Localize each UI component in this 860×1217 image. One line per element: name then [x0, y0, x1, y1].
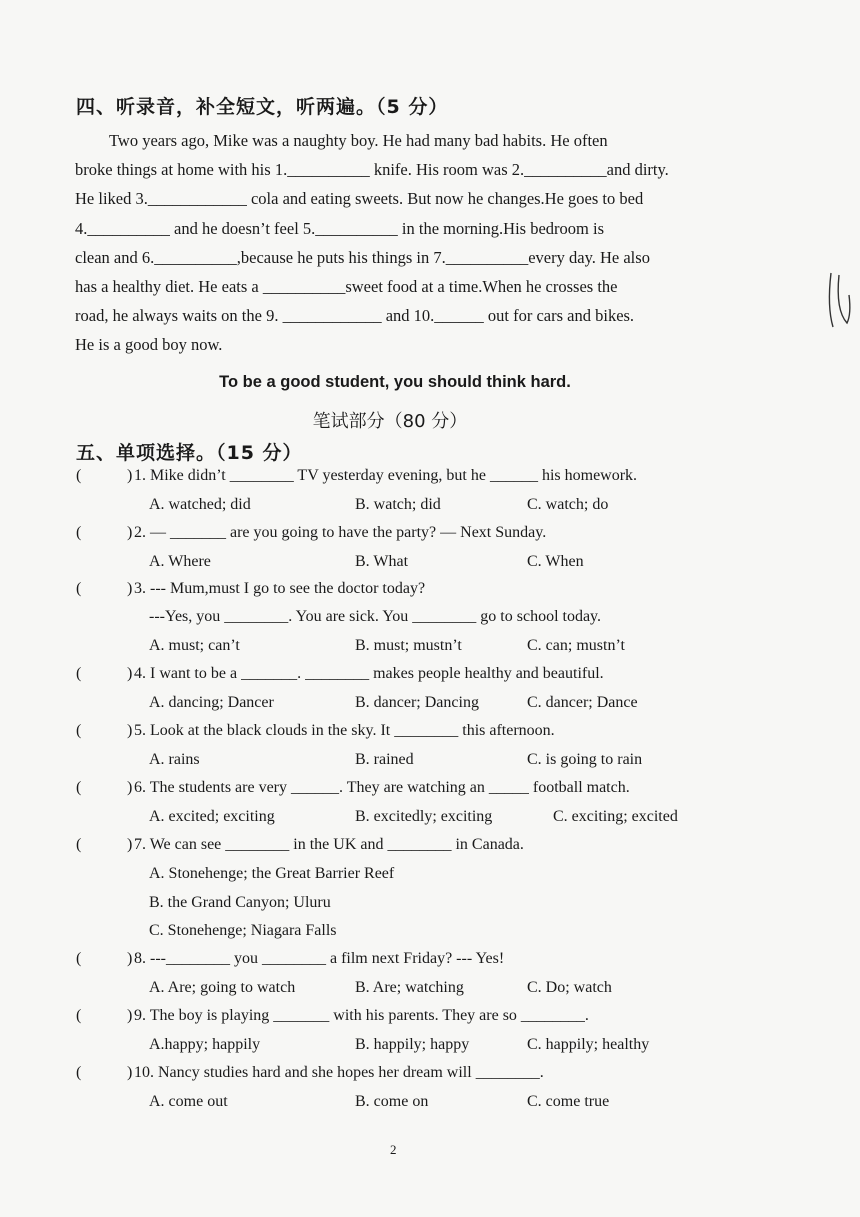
passage-line: clean and 6.__________,because he puts his things in 7.__________every day. He also: [75, 247, 650, 267]
question-text: [134, 950, 504, 968]
option-choice[interactable]: C. dancer; Dance: [527, 694, 638, 711]
option-choice[interactable]: B. happily; happy: [355, 1036, 470, 1053]
answer-paren-left[interactable]: (: [76, 950, 82, 967]
question-text: [134, 580, 425, 598]
question-number: 9.: [134, 1007, 146, 1024]
option-choice[interactable]: A. Are; going to watch: [149, 979, 296, 996]
answer-paren-right: ): [127, 524, 133, 541]
passage-line: Two years ago, Mike was a naughty boy. He had many bad habits. He often: [109, 131, 608, 150]
page-number: 2: [390, 1142, 397, 1157]
option-choice[interactable]: A. watched; did: [149, 496, 251, 513]
option-choice[interactable]: B. Are; watching: [355, 979, 464, 996]
option-choice[interactable]: A. Where: [149, 553, 211, 570]
question-stem-line2: ---Yes, you ________. You are sick. You ________ go to school today.: [149, 608, 602, 625]
question-text: [134, 524, 546, 542]
option-choice[interactable]: B. must; mustn’t: [355, 637, 462, 654]
answer-paren-left[interactable]: (: [76, 779, 82, 796]
question-number: 10.: [134, 1064, 154, 1081]
question-stem: ---________ you ________ a film next Friday? --- Yes!: [150, 950, 505, 967]
option-choice[interactable]: C. exciting; excited: [553, 808, 678, 825]
question-stem: Look at the black clouds in the sky. It ________ this afternoon.: [150, 722, 555, 739]
passage-line: He is a good boy now.: [75, 335, 223, 355]
answer-paren-right: ): [127, 722, 133, 739]
option-choice[interactable]: A. dancing; Dancer: [149, 694, 274, 711]
answer-paren-left[interactable]: (: [76, 836, 82, 853]
section4-title: 四、听录音，补全短文，听两遍。（5 分）: [76, 96, 449, 118]
question-number: 8.: [134, 950, 146, 967]
option-choice[interactable]: A. come out: [149, 1093, 228, 1110]
option-choice[interactable]: C. come true: [527, 1093, 610, 1110]
answer-paren-left[interactable]: (: [76, 722, 82, 739]
passage-line: road, he always waits on the 9. ____________ and 10.______ out for cars and bikes.: [75, 306, 635, 326]
option-choice[interactable]: B. watch; did: [355, 496, 441, 513]
passage-line: He liked 3.____________ cola and eating sweets. But now he changes.He goes to bed: [75, 189, 644, 209]
question-stem: The boy is playing _______ with his parents. They are so ________.: [149, 1007, 589, 1024]
written-part-title: 笔试部分（80 分）: [312, 411, 468, 432]
option-choice[interactable]: A. must; can’t: [149, 637, 240, 654]
answer-paren-right: ): [127, 779, 133, 796]
question-text: [134, 665, 604, 683]
option-choice[interactable]: B. dancer; Dancing: [355, 694, 479, 711]
question-stem: Mike didn’t ________ TV yesterday evening, but he ______ his homework.: [150, 467, 638, 484]
question-text: [134, 467, 637, 485]
passage-line: 4.__________ and he doesn’t feel 5.__________ in the morning.His bedroom is: [75, 218, 605, 238]
section4-passage: [75, 126, 715, 360]
option-choice[interactable]: A. excited; exciting: [149, 808, 275, 825]
question-number: 7.: [134, 836, 146, 853]
question-stem: I want to be a _______. ________ makes people healthy and beautiful.: [150, 665, 604, 682]
answer-paren-right: ): [127, 1007, 133, 1024]
passage-line: has a healthy diet. He eats a __________sweet food at a time.When he crosses the: [75, 277, 618, 297]
answer-paren-right: ): [127, 1064, 133, 1081]
question-text: [134, 1007, 589, 1025]
question-number: 1.: [134, 467, 146, 484]
option-choice[interactable]: B. What: [355, 553, 409, 570]
answer-paren-left[interactable]: (: [76, 467, 82, 484]
option-choice[interactable]: C. Do; watch: [527, 979, 612, 996]
answer-paren-right: ): [127, 950, 133, 967]
question-text: [134, 722, 555, 740]
option-choice[interactable]: B. rained: [355, 751, 414, 768]
option-choice[interactable]: A.happy; happily: [149, 1036, 261, 1053]
question-stem: — _______ are you going to have the party? — Next Sunday.: [150, 524, 547, 541]
option-choice[interactable]: A. rains: [149, 751, 200, 768]
question-stem: --- Mum,must I go to see the doctor today?: [150, 580, 426, 597]
question-text: [134, 1064, 544, 1082]
option-choice[interactable]: C. Stonehenge; Niagara Falls: [149, 922, 337, 939]
section5-title: 五、单项选择。（15 分）: [76, 442, 303, 464]
answer-paren-right: ): [127, 467, 133, 484]
handwritten-mark: [825, 265, 855, 335]
answer-paren-left[interactable]: (: [76, 1007, 82, 1024]
option-choice[interactable]: C. is going to rain: [527, 751, 643, 768]
answer-paren-left[interactable]: (: [76, 665, 82, 682]
question-stem: We can see ________ in the UK and ________ in Canada.: [149, 836, 524, 853]
option-choice[interactable]: A. Stonehenge; the Great Barrier Reef: [149, 865, 395, 882]
question-text: [134, 779, 630, 797]
question-number: 3.: [134, 580, 146, 597]
question-number: 6.: [134, 779, 146, 796]
option-choice[interactable]: C. watch; do: [527, 496, 609, 513]
option-choice[interactable]: B. come on: [355, 1093, 429, 1110]
option-choice[interactable]: C. can; mustn’t: [527, 637, 625, 654]
option-choice[interactable]: C. happily; healthy: [527, 1036, 650, 1053]
answer-paren-right: ): [127, 665, 133, 682]
option-choice[interactable]: C. When: [527, 553, 584, 570]
answer-paren-right: ): [127, 836, 133, 853]
question-stem: The students are very ______. They are watching an _____ football match.: [149, 779, 630, 796]
question-number: 5.: [134, 722, 146, 739]
question-number: 4.: [134, 665, 146, 682]
answer-paren-left[interactable]: (: [76, 1064, 82, 1081]
answer-paren-left[interactable]: (: [76, 524, 82, 541]
option-choice[interactable]: B. the Grand Canyon; Uluru: [149, 893, 331, 911]
motto: To be a good student, you should think hard.: [219, 373, 571, 391]
question-stem: Nancy studies hard and she hopes her dream will ________.: [158, 1064, 544, 1081]
passage-line: broke things at home with his 1.__________ knife. His room was 2.__________and dirty.: [75, 160, 669, 180]
answer-paren-left[interactable]: (: [76, 580, 82, 597]
option-choice[interactable]: B. excitedly; exciting: [355, 808, 493, 825]
question-text: [134, 836, 524, 854]
question-number: 2.: [134, 524, 146, 541]
answer-paren-right: ): [127, 580, 133, 597]
